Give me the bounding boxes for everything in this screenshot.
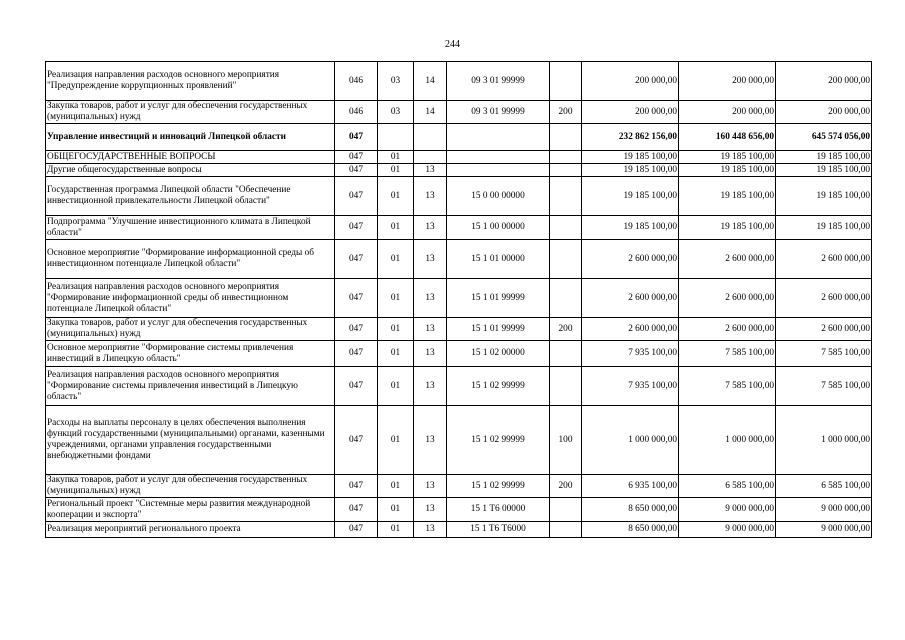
row-section: 01 (378, 318, 414, 341)
row-amount-1: 19 185 100,00 (582, 164, 679, 177)
row-target-code: 09 3 01 99999 (447, 101, 550, 124)
row-amount-1: 200 000,00 (582, 62, 679, 101)
row-amount-3: 2 600 000,00 (776, 318, 872, 341)
row-gr-code: 047 (335, 177, 378, 216)
row-target-code: 15 1 00 00000 (447, 216, 550, 240)
row-expense-type (550, 164, 582, 177)
row-gr-code: 047 (335, 406, 378, 475)
row-amount-1: 200 000,00 (582, 101, 679, 124)
row-section: 03 (378, 101, 414, 124)
row-amount-3: 7 585 100,00 (776, 367, 872, 406)
row-amount-2: 200 000,00 (679, 101, 776, 124)
row-name: Управление инвестиций и инноваций Липецкой области (46, 124, 335, 151)
row-amount-1: 7 935 100,00 (582, 367, 679, 406)
row-amount-2: 7 585 100,00 (679, 341, 776, 367)
row-amount-1: 8 650 000,00 (582, 522, 679, 538)
table-row (46, 406, 872, 475)
row-subsection: 13 (414, 406, 447, 475)
row-amount-2: 6 585 100,00 (679, 475, 776, 498)
row-amount-2: 19 185 100,00 (679, 177, 776, 216)
row-name: Государственная программа Липецкой области "Обеспечение инвестиционной привлекательности Липецкой области" (46, 177, 335, 216)
row-expense-type (550, 151, 582, 164)
row-amount-2: 2 600 000,00 (679, 279, 776, 318)
row-expense-type (550, 62, 582, 101)
page-number: 244 (445, 39, 460, 50)
row-section: 01 (378, 522, 414, 538)
row-name: Закупка товаров, работ и услуг для обеспечения государственных (муниципальных) нужд (46, 475, 335, 498)
row-name: Закупка товаров, работ и услуг для обеспечения государственных (муниципальных) нужд (46, 101, 335, 124)
row-expense-type: 200 (550, 475, 582, 498)
row-amount-2: 2 600 000,00 (679, 240, 776, 279)
row-expense-type (550, 240, 582, 279)
row-subsection: 13 (414, 341, 447, 367)
row-name: Реализация направления расходов основного мероприятия "Предупреждение коррупционных проявлений" (46, 62, 335, 101)
row-subsection: 13 (414, 240, 447, 279)
row-gr-code: 046 (335, 101, 378, 124)
row-section: 01 (378, 216, 414, 240)
row-subsection: 13 (414, 318, 447, 341)
row-gr-code: 047 (335, 498, 378, 522)
row-expense-type (550, 367, 582, 406)
row-section: 03 (378, 62, 414, 101)
row-gr-code: 047 (335, 240, 378, 279)
row-amount-1: 19 185 100,00 (582, 151, 679, 164)
table-row (46, 177, 872, 216)
row-target-code: 15 1 02 99999 (447, 475, 550, 498)
row-amount-1: 19 185 100,00 (582, 177, 679, 216)
row-section (378, 124, 414, 151)
row-target-code (447, 164, 550, 177)
row-subsection: 13 (414, 177, 447, 216)
row-target-code (447, 124, 550, 151)
row-section: 01 (378, 341, 414, 367)
row-target-code: 09 3 01 99999 (447, 62, 550, 101)
row-amount-2: 19 185 100,00 (679, 216, 776, 240)
row-gr-code: 047 (335, 522, 378, 538)
row-subsection: 14 (414, 62, 447, 101)
row-amount-3: 200 000,00 (776, 101, 872, 124)
row-gr-code: 047 (335, 216, 378, 240)
row-amount-3: 6 585 100,00 (776, 475, 872, 498)
row-subsection: 13 (414, 367, 447, 406)
table-row (46, 164, 872, 177)
row-target-code: 15 1 02 00000 (447, 341, 550, 367)
row-section: 01 (378, 151, 414, 164)
row-expense-type (550, 522, 582, 538)
table-row (46, 367, 872, 406)
row-amount-1: 8 650 000,00 (582, 498, 679, 522)
row-name: Другие общегосударственные вопросы (46, 164, 335, 177)
row-amount-1: 1 000 000,00 (582, 406, 679, 475)
row-amount-3: 19 185 100,00 (776, 216, 872, 240)
row-amount-1: 19 185 100,00 (582, 216, 679, 240)
row-section: 01 (378, 240, 414, 279)
row-amount-2: 1 000 000,00 (679, 406, 776, 475)
row-amount-3: 200 000,00 (776, 62, 872, 101)
row-amount-1: 2 600 000,00 (582, 279, 679, 318)
row-target-code (447, 151, 550, 164)
row-target-code: 15 1 01 99999 (447, 318, 550, 341)
row-gr-code: 047 (335, 341, 378, 367)
row-target-code: 15 1 01 99999 (447, 279, 550, 318)
row-target-code: 15 1 Т6 Т6000 (447, 522, 550, 538)
row-section: 01 (378, 406, 414, 475)
row-section: 01 (378, 164, 414, 177)
row-amount-1: 7 935 100,00 (582, 341, 679, 367)
row-subsection: 13 (414, 216, 447, 240)
row-gr-code: 047 (335, 475, 378, 498)
row-amount-3: 645 574 056,00 (776, 124, 872, 151)
row-gr-code: 047 (335, 124, 378, 151)
row-target-code: 15 1 Т6 00000 (447, 498, 550, 522)
row-expense-type (550, 498, 582, 522)
row-subsection (414, 151, 447, 164)
row-expense-type: 200 (550, 101, 582, 124)
table-row (46, 279, 872, 318)
row-name: Закупка товаров, работ и услуг для обеспечения государственных (муниципальных) нужд (46, 318, 335, 341)
row-expense-type (550, 341, 582, 367)
row-expense-type (550, 279, 582, 318)
row-amount-2: 200 000,00 (679, 62, 776, 101)
row-amount-3: 19 185 100,00 (776, 151, 872, 164)
row-subsection: 13 (414, 498, 447, 522)
row-amount-2: 9 000 000,00 (679, 522, 776, 538)
row-subsection: 13 (414, 279, 447, 318)
row-subsection (414, 124, 447, 151)
row-expense-type: 200 (550, 318, 582, 341)
table-row (46, 240, 872, 279)
row-gr-code: 047 (335, 367, 378, 406)
row-amount-2: 160 448 656,00 (679, 124, 776, 151)
row-gr-code: 047 (335, 164, 378, 177)
row-expense-type: 100 (550, 406, 582, 475)
row-amount-3: 9 000 000,00 (776, 498, 872, 522)
row-expense-type (550, 216, 582, 240)
table-row (46, 124, 872, 151)
row-name: Подпрограмма "Улучшение инвестиционного климата в Липецкой области" (46, 216, 335, 240)
table-row (46, 101, 872, 124)
row-target-code: 15 1 02 99999 (447, 367, 550, 406)
table-row (46, 216, 872, 240)
table-row (46, 151, 872, 164)
row-name: Реализация направления расходов основного мероприятия "Формирование информационной среды об инвестиционном потенциале Липецкой области" (46, 279, 335, 318)
row-section: 01 (378, 177, 414, 216)
row-expense-type (550, 124, 582, 151)
row-name: Региональный проект "Системные меры развития международной кооперации и экспорта" (46, 498, 335, 522)
row-subsection: 14 (414, 101, 447, 124)
row-section: 01 (378, 498, 414, 522)
row-target-code: 15 0 00 00000 (447, 177, 550, 216)
row-section: 01 (378, 279, 414, 318)
row-amount-3: 19 185 100,00 (776, 164, 872, 177)
row-gr-code: 046 (335, 62, 378, 101)
row-amount-3: 1 000 000,00 (776, 406, 872, 475)
row-amount-2: 9 000 000,00 (679, 498, 776, 522)
row-section: 01 (378, 475, 414, 498)
row-gr-code: 047 (335, 318, 378, 341)
row-target-code: 15 1 01 00000 (447, 240, 550, 279)
row-subsection: 13 (414, 164, 447, 177)
row-amount-2: 19 185 100,00 (679, 151, 776, 164)
row-subsection: 13 (414, 522, 447, 538)
row-expense-type (550, 177, 582, 216)
row-name: Реализация мероприятий регионального проекта (46, 522, 335, 538)
row-amount-1: 232 862 156,00 (582, 124, 679, 151)
table-row (46, 475, 872, 498)
row-amount-3: 9 000 000,00 (776, 522, 872, 538)
row-amount-1: 2 600 000,00 (582, 318, 679, 341)
row-name: Основное мероприятие "Формирование информационной среды об инвестиционном потенциале Липецкой области" (46, 240, 335, 279)
row-target-code: 15 1 02 99999 (447, 406, 550, 475)
row-amount-2: 7 585 100,00 (679, 367, 776, 406)
row-name: Расходы на выплаты персоналу в целях обеспечения выполнения функций государственными (муниципальными) органами, казенными учреждениями, органами управления государственными внебюджетными фондами (46, 406, 335, 475)
row-amount-3: 2 600 000,00 (776, 240, 872, 279)
table-row (46, 522, 872, 538)
table-row (46, 498, 872, 522)
row-name: ОБЩЕГОСУДАРСТВЕННЫЕ ВОПРОСЫ (46, 151, 335, 164)
row-amount-2: 19 185 100,00 (679, 164, 776, 177)
row-gr-code: 047 (335, 151, 378, 164)
table-row (46, 341, 872, 367)
table-row (46, 62, 872, 101)
row-amount-3: 2 600 000,00 (776, 279, 872, 318)
row-name: Основное мероприятие "Формирование системы привлечения инвестиций в Липецкую область" (46, 341, 335, 367)
row-gr-code: 047 (335, 279, 378, 318)
budget-table (45, 61, 872, 538)
row-name: Реализация направления расходов основного мероприятия "Формирование системы привлечения инвестиций в Липецкую область" (46, 367, 335, 406)
row-amount-2: 2 600 000,00 (679, 318, 776, 341)
row-amount-1: 2 600 000,00 (582, 240, 679, 279)
row-section: 01 (378, 367, 414, 406)
table-row (46, 318, 872, 341)
row-amount-3: 7 585 100,00 (776, 341, 872, 367)
row-amount-3: 19 185 100,00 (776, 177, 872, 216)
row-subsection: 13 (414, 475, 447, 498)
row-amount-1: 6 935 100,00 (582, 475, 679, 498)
